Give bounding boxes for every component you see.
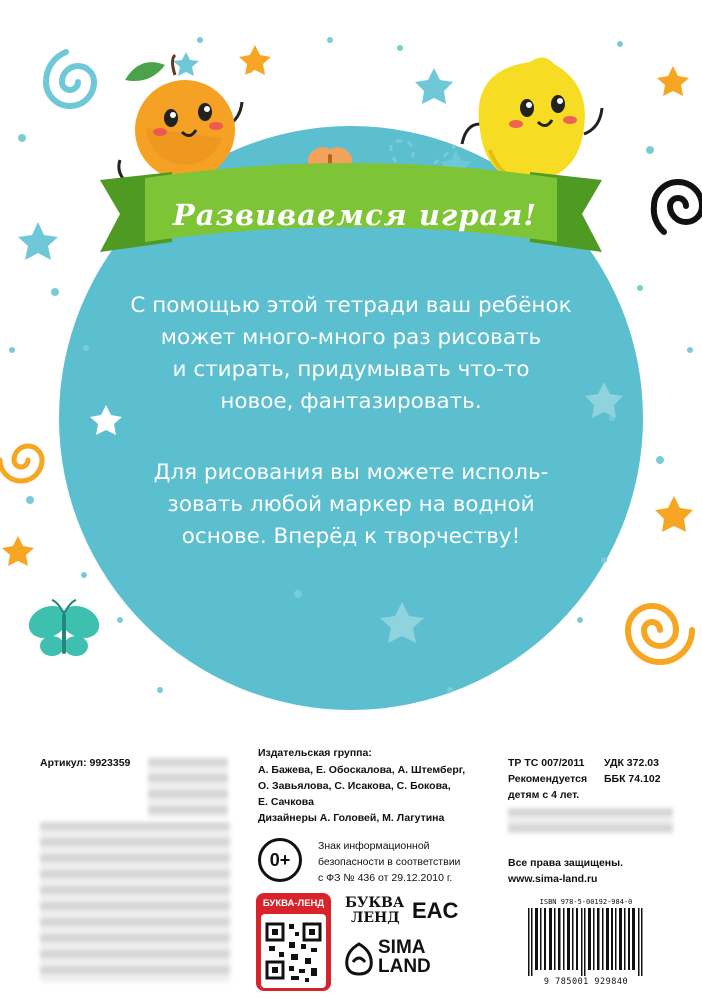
barcode-icon [526,908,646,976]
star-icon [239,45,271,75]
blurred-text [148,758,228,818]
butterfly-icon [24,600,105,656]
description-line: может много-много раз рисовать [160,325,542,350]
sima-land-icon [344,942,374,976]
blurred-text [40,822,230,982]
barcode-number: 9 785001 929840 [543,977,629,987]
eac-logo: EAC [412,898,459,923]
star-icon [18,222,58,260]
qr-code-badge [256,893,331,991]
udk-line: УДК 372.03 [604,757,659,769]
star-icon [657,66,689,96]
star-icon [655,496,693,532]
safety-line: Знак информационной [318,840,430,852]
site-line: www.sima-land.ru [508,873,598,885]
article-number: Артикул: 9923359 [40,757,131,769]
logo-line: БУКВА [345,895,405,911]
spiral-icon [0,446,42,481]
qr-label: БУКВА-ЛЕНД [262,898,325,909]
description-line: Для рисования вы можете исполь- [153,460,549,485]
description-line: основе. Вперёд к творчеству! [181,524,521,549]
spiral-icon [628,606,692,662]
tr-ts-line: ТР ТС 007/2011 [508,757,585,769]
star-icon [415,68,453,104]
sima-land-logo [378,938,431,976]
description-paragraph-1 [95,290,607,418]
star-icon [173,52,199,76]
ribbon-title: Развиваемся играя! [172,198,538,232]
logo-line: SIMA [378,937,426,958]
description-line: зовать любой маркер на водной [167,492,535,517]
logo-line: ЛЕНД [351,910,400,926]
qr-code-icon [261,914,326,988]
age-rating-badge: 0+ [258,838,302,882]
bbk-line: ББК 74.102 [604,773,661,785]
authors-line: О. Завьялова, С. Исакова, С. Бокова, [258,780,451,792]
spiral-icon [46,52,94,106]
rights-line: Все права защищены. [508,857,624,869]
bukva-lend-logo [345,896,404,926]
description-line: новое, фантазировать. [220,389,482,414]
authors-line: Е. Сачкова [258,796,314,808]
safety-line: с ФЗ № 436 от 29.12.2010 г. [318,872,453,884]
publisher-heading: Издательская группа: [258,747,372,759]
logo-line: LAND [378,956,431,977]
isbn-label: ISBN 978-5-00192-984-0 [539,898,633,906]
description-paragraph-2 [95,457,607,553]
recommended-line: Рекомендуется [508,773,588,785]
safety-line: безопасности в соответствии [318,856,461,868]
recommended-line: детям с 4 лет. [508,789,580,801]
designers-line: Дизайнеры А. Головей, М. Лагутина [258,812,445,824]
description-line: и стирать, придумывать что-то [172,357,530,382]
spiral-icon [654,182,702,232]
isbn-barcode [520,898,652,990]
blurred-text [508,808,673,834]
authors-line: А. Бажева, Е. Обоскалова, А. Штемберг, [258,764,466,776]
star-icon [2,536,34,566]
description-line: С помощью этой тетради ваш ребёнок [130,293,572,318]
